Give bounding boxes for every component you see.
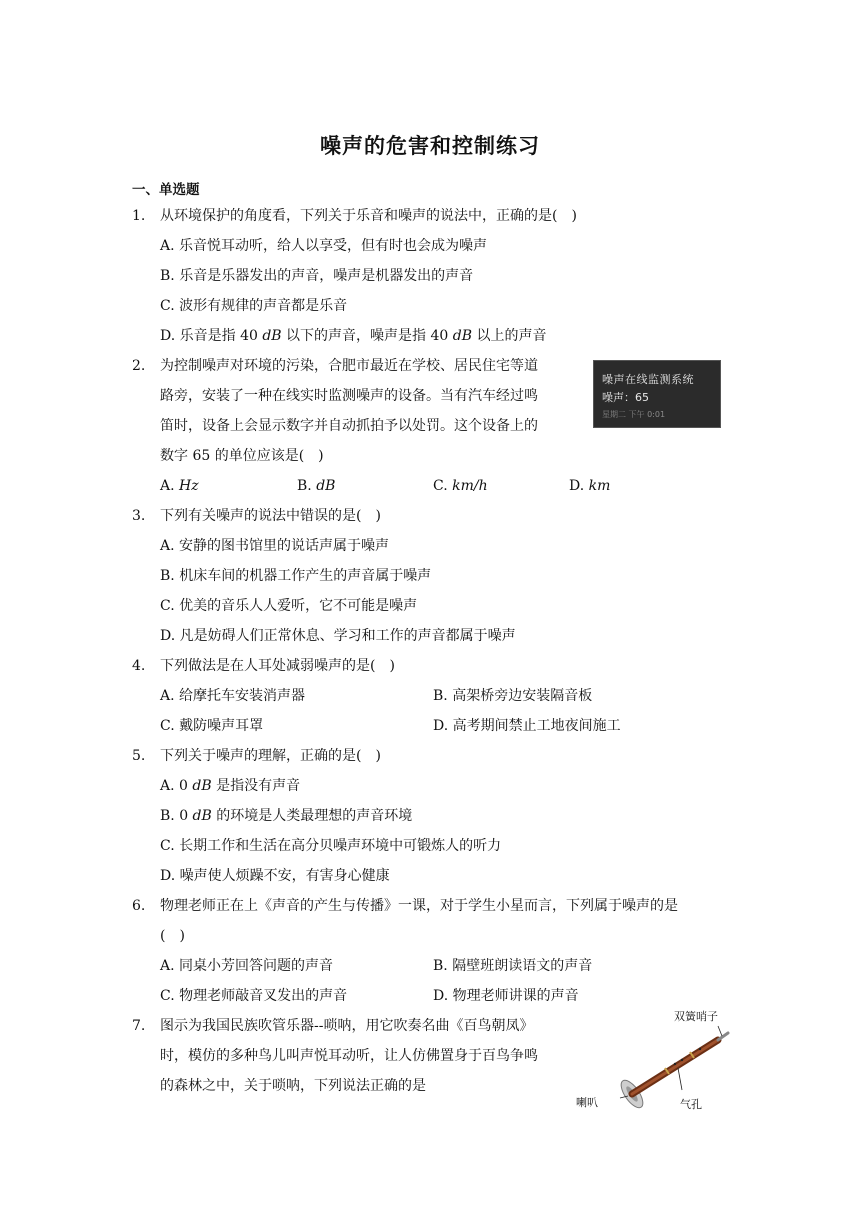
monitor-timestamp: 星期二 下午 0:01 <box>602 410 666 419</box>
option-text: 的环境是人类最理想的声音环境 <box>211 808 413 824</box>
suona-label-hole: 气孔 <box>680 1098 702 1111</box>
option-label: C. <box>433 478 453 494</box>
suona-label-reed: 双簧哨子 <box>674 1010 718 1023</box>
unit-symbol: dB <box>192 778 212 794</box>
question-2-option-c <box>433 476 488 496</box>
question-3-option-a: A. 安静的图书馆里的说话声属于噪声 <box>160 538 390 554</box>
suona-label-bell: 喇叭 <box>576 1096 598 1109</box>
question-6-number: 6. <box>132 898 146 914</box>
unit-symbol: Hz <box>179 478 199 494</box>
option-text: D. 乐音是指 40 <box>160 328 263 344</box>
question-6-option-d: D. 物理老师讲课的声音 <box>433 988 579 1004</box>
question-4-option-b: B. 高架桥旁边安装隔音板 <box>433 688 593 704</box>
option-label: B. <box>297 478 317 494</box>
page-title: 噪声的危害和控制练习 <box>320 134 540 158</box>
question-3-option-b: B. 机床车间的机器工作产生的声音属于噪声 <box>160 568 432 584</box>
question-5-option-a <box>160 776 300 796</box>
option-text: 是指没有声音 <box>211 778 301 794</box>
question-2-option-a <box>160 476 199 496</box>
question-6-option-b: B. 隔壁班朗读语文的声音 <box>433 958 593 974</box>
question-6-stem-paren: ( ) <box>160 928 185 944</box>
question-2-option-b <box>297 476 335 496</box>
question-6-option-a: A. 同桌小芳回答问题的声音 <box>160 958 334 974</box>
question-2-stem-line-4: 数字 65 的单位应该是( ) <box>160 448 324 464</box>
question-4-option-c: C. 戴防噪声耳罩 <box>160 718 264 734</box>
unit-symbol: km <box>588 478 611 494</box>
option-label: A. <box>160 478 180 494</box>
question-3-stem: 下列有关噪声的说法中错误的是( ) <box>160 508 381 524</box>
option-text: 以下的声音，噪声是指 40 <box>281 328 453 344</box>
option-text: A. 0 <box>160 778 193 794</box>
question-2-stem-line-1: 为控制噪声对环境的污染，合肥市最近在学校、居民住宅等道 <box>160 358 538 374</box>
option-label: D. <box>569 478 589 494</box>
question-1-option-d <box>160 326 546 346</box>
unit-symbol: dB <box>452 328 473 344</box>
question-1-number: 1. <box>132 208 146 224</box>
question-1-option-a: A. 乐音悦耳动听，给人以享受，但有时也会成为噪声 <box>160 238 488 254</box>
question-7-stem-line-1: 图示为我国民族吹管乐器--唢呐，用它吹奏名曲《百鸟朝凤》 <box>160 1018 534 1034</box>
question-2-number: 2. <box>132 358 146 374</box>
option-text: B. 0 <box>160 808 193 824</box>
question-2-option-d <box>569 476 610 496</box>
section-heading: 一、单选题 <box>132 182 200 198</box>
monitor-title: 噪声在线监测系统 <box>602 373 694 386</box>
question-1-option-b: B. 乐音是乐器发出的声音，噪声是机器发出的声音 <box>160 268 474 284</box>
question-6-stem: 物理老师正在上《声音的产生与传播》一课，对于学生小星而言，下列属于噪声的是 <box>160 898 678 914</box>
unit-symbol: dB <box>262 328 282 344</box>
question-3-option-c: C. 优美的音乐人人爱听，它不可能是噪声 <box>160 598 418 614</box>
question-5-number: 5. <box>132 748 146 764</box>
question-4-option-d: D. 高考期间禁止工地夜间施工 <box>433 718 621 734</box>
question-5-option-d: D. 噪声使人烦躁不安，有害身心健康 <box>160 868 390 884</box>
question-1-option-c: C. 波形有规律的声音都是乐音 <box>160 298 348 314</box>
question-2-stem-line-2: 路旁，安装了一种在线实时监测噪声的设备。当有汽车经过鸣 <box>160 388 538 404</box>
option-text: 以上的声音 <box>472 328 547 344</box>
unit-symbol: dB <box>192 808 212 824</box>
question-7-number: 7. <box>132 1018 146 1034</box>
question-4-option-a: A. 给摩托车安装消声器 <box>160 688 306 704</box>
question-5-option-c: C. 长期工作和生活在高分贝噪声环境中可锻炼人的听力 <box>160 838 502 854</box>
question-3-option-d: D. 凡是妨碍人们正常休息、学习和工作的声音都属于噪声 <box>160 628 516 644</box>
noise-monitor-image <box>593 360 721 428</box>
question-5-option-b <box>160 806 412 826</box>
monitor-reading: 噪声：65 <box>602 391 649 404</box>
suona-image <box>570 1006 750 1126</box>
unit-symbol: dB <box>316 478 336 494</box>
question-7-stem-line-3: 的森林之中，关于唢呐，下列说法正确的是 <box>160 1078 426 1094</box>
question-7-stem-line-2: 时，模仿的多种鸟儿叫声悦耳动听，让人仿佛置身于百鸟争鸣 <box>160 1048 538 1064</box>
question-5-stem: 下列关于噪声的理解，正确的是( ) <box>160 748 381 764</box>
question-3-number: 3. <box>132 508 146 524</box>
unit-symbol: km/h <box>452 478 488 494</box>
question-6-option-c: C. 物理老师敲音叉发出的声音 <box>160 988 348 1004</box>
question-1-stem: 从环境保护的角度看，下列关于乐音和噪声的说法中，正确的是( ) <box>160 208 577 224</box>
question-2-stem-line-3: 笛时，设备上会显示数字并自动抓拍予以处罚。这个设备上的 <box>160 418 538 434</box>
question-4-stem: 下列做法是在人耳处减弱噪声的是( ) <box>160 658 395 674</box>
question-4-number: 4. <box>132 658 146 674</box>
